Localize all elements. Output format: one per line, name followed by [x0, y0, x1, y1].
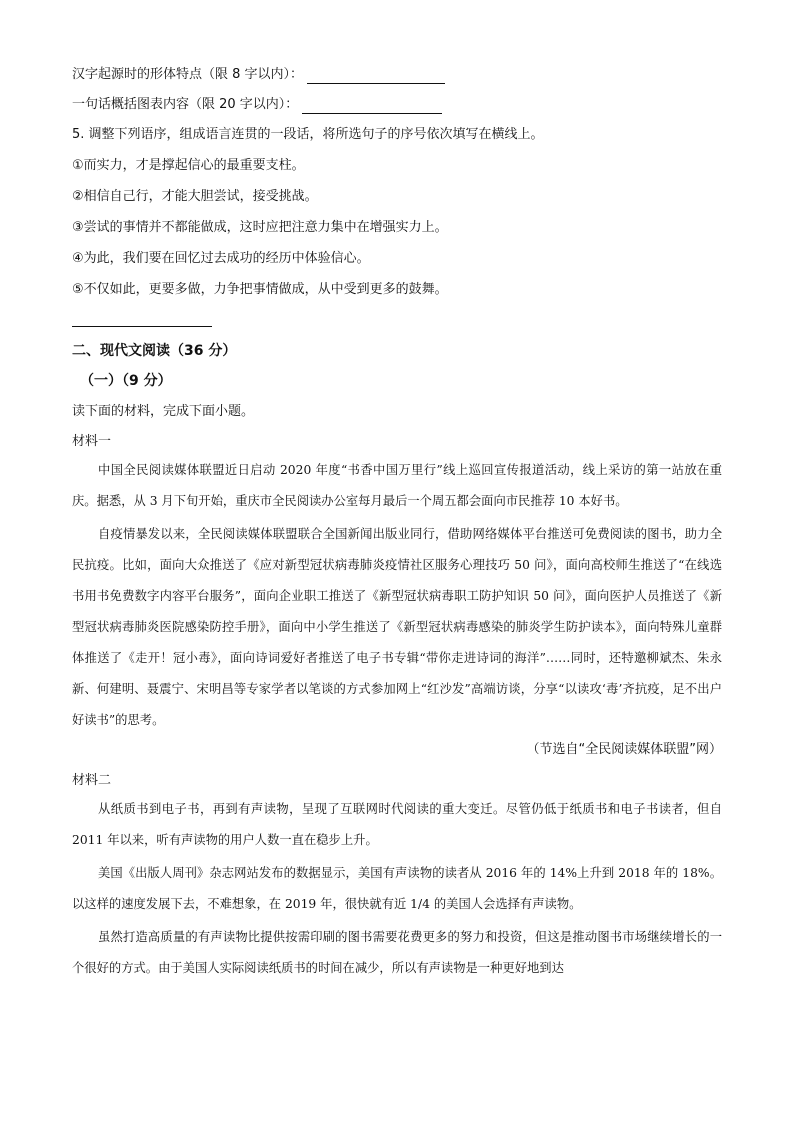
q4-line2-blank[interactable] [302, 99, 442, 114]
section-title: 二、现代文阅读（36 分） [72, 343, 237, 359]
reading-instruction: 读下面的材料，完成下面小题。 [72, 404, 255, 419]
q4-line1-blank[interactable] [307, 69, 445, 84]
q5-prompt: 5. 调整下列语序，组成语言连贯的一段话，将所选句子的序号依次填写在横线上。 [72, 127, 544, 142]
q5-item-4: ④为此，我们要在回忆过去成功的经历中体验信心。 [72, 251, 370, 266]
q4-line2 [72, 96, 722, 114]
material1-label: 材料一 [72, 434, 112, 449]
q4-line1 [72, 66, 722, 84]
material1-paragraph-1: 中国全民阅读媒体联盟近日启动 2020 年度“书香中国万里行”线上巡回宣传报道活动，线上采访的第一站放在重庆。据悉，从 3 月下旬开始，重庆市全民阅读办公室每月最后一个周五都会面向市民推荐 10 本好书。 [72, 463, 722, 508]
material2-paragraph-1: 从纸质书到电子书，再到有声读物，呈现了互联网时代阅读的重大变迁。尽管仍低于纸质书和电子书读者，但自 2011 年以来，听有声读物的用户人数一直在稳步上升。 [72, 802, 722, 847]
material1-source: （节选自“全民阅读媒体联盟”网） [526, 742, 722, 757]
q5-item-5: ⑤不仅如此，更要多做，力争把事情做成，从中受到更多的鼓舞。 [72, 282, 448, 297]
material2-paragraph-3: 虽然打造高质量的有声读物比提供按需印刷的图书需要花费更多的努力和投资，但这是推动图书市场继续增长的一个很好的方式。由于美国人实际阅读纸质书的时间在减少，所以有声读物是一种更好地到达 [72, 930, 722, 975]
subsection-title: （一）（9 分） [80, 373, 172, 389]
q4-line2-label: 一句话概括图表内容（限 20 字以内）： [72, 97, 299, 112]
q4-line1-label: 汉字起源时的形体特点（限 8 字以内）： [72, 67, 304, 82]
document-page [72, 60, 722, 984]
material1-paragraph-2: 自疫情暴发以来，全民阅读媒体联盟联合全国新闻出版业同行，借助网络媒体平台推送可免费阅读的图书，助力全民抗疫。比如，面向大众推送了《应对新型冠状病毒肺炎疫情社区服务心理技巧 50 问》，面向高校师生推送了“在线选书用书免费数字内容平台服务”，面向企业职工推送了《新型冠状病毒职工防护知识 50 问》，面向医护人员推送了《新型冠状病毒肺炎医院感染防控手册》，面向中小学生推送了《新型冠状病毒感染的肺炎学生防护读本》，面向特殊儿童群体推送了《走开！冠小毒》，面向诗词爱好者推送了电子书专辑“带你走进诗词的海洋”……同时，还特邀柳斌杰、朱永新、何建明、聂震宁、宋明昌等专家学者以笔谈的方式参加网上“红沙发”高端访谈，分享“以读攻‘毒’齐抗疫，足不出户好读书”的思考。 [72, 527, 722, 727]
q5-answer-line[interactable] [72, 325, 212, 327]
q5-item-2: ②相信自己行，才能大胆尝试，接受挑战。 [72, 189, 318, 204]
q5-item-3: ③尝试的事情并不都能做成，这时应把注意力集中在增强实力上。 [72, 220, 448, 235]
material2-paragraph-2: 美国《出版人周刊》杂志网站发布的数据显示，美国有声读物的读者从 2016 年的 14%上升到 2018 年的 18%。以这样的速度发展下去，不难想象，在 2019 年，很快就有近 1/4 的美国人会选择有声读物。 [72, 866, 722, 911]
q5-item-1: ①而实力，才是撑起信心的最重要支柱。 [72, 158, 305, 173]
material2-label: 材料二 [72, 773, 112, 788]
